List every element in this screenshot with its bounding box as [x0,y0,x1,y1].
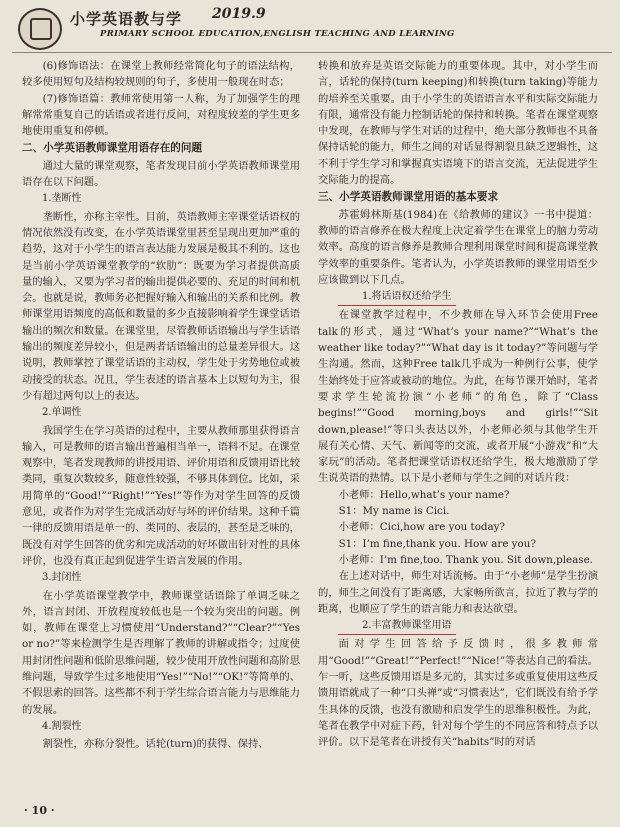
section-heading: 二、小学英语教师课堂用语存在的问题 [22,142,203,155]
journal-title: 小学英语教与学 [70,10,183,28]
subsection-heading [318,289,598,306]
dialog-line: 小老师：Hello,what’s your name? [338,488,510,501]
page-header [12,4,612,53]
dialog-line: 小老师：Cici,how are you today? [338,521,505,534]
subsection-heading: 3.封闭性 [42,572,82,584]
left-column [22,58,300,752]
subsection-heading [318,618,598,635]
dialog-line: S1：I’m fine,thank you. How are you? [338,537,536,550]
paragraph: (6)修饰语法：在课堂上教师经常简化句子的语法结构，较多使用短句及结构较规则的句子，多使用一般现在时态； [22,60,300,89]
highlighted-heading: 1.将话语权还给学生 [338,289,456,306]
journal-subtitle: PRIMARY SCHOOL EDUCATION,ENGLISH TEACHING AND LEARNING [100,29,455,39]
paragraph: 割裂性，亦称分裂性。话轮(turn)的获得、保持、 [42,738,269,751]
subsection-heading: 2.单调性 [42,407,82,419]
right-column [318,58,598,750]
section-heading: 三、小学英语教师课堂用语的基本要求 [318,191,499,204]
paragraph: 在课堂教学过程中，不少教师在导入环节会使用Free talk的形式，通过“What’s your name?”“What’s the weather like today?”“What day is it today?”等问题与学生沟通。然而，这种Free talk几乎成为一种例行公事，使学生始终处于应答或被动的地位。为此，在每节课开始时，笔者要求学生轮流扮演“小老师”的角色，除了“Class begins!”“Good morning,boys and girls!”“Sit down,please!”等口头表达以外，小老师必须与其他学生开展有关心情、天气、新闻等的交流，或者开展“小游戏”和“大家玩”的活动。笔者把课堂话语权还给学生，极大地激励了学生说英语的热情。以下是小老师与学生之间的对话片段： [318,309,598,485]
paragraph: (7)修饰语篇：教师常使用第一人称，为了加强学生的理解常常重复自己的话语或者进行反问，对程度较差的学生更多地使用重复和停顿。 [22,92,301,138]
subsection-heading: 4.割裂性 [42,720,82,732]
page-number: · 10 · [24,804,55,817]
paragraph: 在小学英语课堂教学中，教师课堂话语除了单调乏味之外，语言封闭、开放程度较低也是一个较为突出的问题。例如，教师在课堂上习惯使用“Understand?”“Clear?”“Yes or no?”等来检测学生是否理解了教师的讲解或指令；过度使用封闭性问题和低阶思维问题，较少使用开放性问题和高阶思维问题，导致学生过多地使用“Yes!”“No!”“OK!”等简单的、不假思索的回答。这些都不利于学生综合语言能力与思维能力的发展。 [22,589,301,716]
dialog-line: 小老师：I’m fine,too. Thank you. Sit down,please. [338,553,593,566]
paragraph: 在上述对话中，师生对话流畅。由于“小老师”是学生扮演的，师生之间没有了距离感，大家畅所欲言，拉近了教与学的距离，也顺应了学生的语言能力和表达欲望。 [318,570,598,615]
journal-logo-icon [18,8,62,50]
paragraph: 垄断性，亦称主宰性。目前，英语教师主宰课堂话语权的情况依然没有改变，在小学英语课堂里甚至呈现出更加严重的趋势，这对于小学生的语言表达能力发展是极其不利的。这也是当前小学英语课堂教学的“软肋”：既要为学习者提供高质量的输入，又要为学习者的输出提供必要的、充足的时间和机会。也就是说，教师务必把握好输入和输出的关系和比例。教师课堂用语频度的高低和数量的多少直接影响着学生课堂话语输出的频次和数量。在课堂里，尽管教师话语输出与学生话语输出的频度差异较小，但是两者话语输出的总量差异很大。这说明，教师掌控了课堂话语的主动权，学生处于劣势地位或被动接受的状态。况且，学生表述的语言基本上以短句为主，很少有超过两句以上的表达。 [22,210,301,402]
highlighted-heading: 2.丰富教师课堂用语 [338,618,456,635]
subsection-heading: 1.垄断性 [42,193,82,205]
dialog-line: S1：My name is Cici. [338,505,450,518]
paragraph: 转换和放弃是英语交际能力的重要体现。其中，对小学生而言，话轮的保持(turn keeping)和转换(turn taking)等能力的培养至关重要。由于小学生的英语语言水平和实际交际能力有限，通常没有能力控制话轮的保持和转换。笔者在课堂观察中发现，在教师与学生对话的过程中，绝大部分教师也不具备保持话轮的能力，师生之间的对话显得割裂且缺乏逻辑性，这不利于学生学习和掌握真实语境下的语言交流，无法促进学生交际能力的提高。 [318,60,598,187]
paragraph: 面对学生回答给予反馈时，很多教师常用“Good!”“Great!”“Perfect!”“Nice!”等表达自己的看法。乍一听，这些反馈用语是多元的，其实过多或重复使用这些反馈用语就成了一种“口头禅”或“习惯表达”，它们既没有给予学生具体的反馈，也没有激励和启发学生的思维积极性。为此，笔者在教学中对症下药，针对每个学生的不同应答和特点予以评价。以下是笔者在讲授有关“habits”时的对话 [318,638,598,749]
paragraph: 苏霍姆林斯基(1984)在《给教师的建议》一书中提道：教师的语言修养在极大程度上决定着学生在课堂上的脑力劳动效率。高度的语言修养是教师合理利用课堂时间和提高课堂教学效率的重要条件。笔者认为，小学英语教师的课堂用语至少应该做到以下几点。 [318,208,598,286]
paragraph: 通过大量的课堂观察，笔者发现目前小学英语教师课堂用语存在以下问题。 [22,159,301,189]
journal-issue: 2019.9 [212,6,266,22]
paragraph: 我国学生在学习英语的过程中，主要从教师那里获得语言输入，可是教师的语言输出普遍相当单一，语料不足。在课堂观察中，笔者发现教师的讲授用语、评价用语和反馈用语比较类同，重复次数较多，随意性较强，不够具体到位。比如，采用简单的“Good!”“Right!”“Yes!”等作为对学生回答的反馈意见，或者作为对学生完成活动好与坏的评价结果。这种千篇一律的反馈用语是单一的、类同的、表层的，甚至是乏味的，既没有对学生回答的优劣和完成活动的好坏做出针对性的具体评价，也没有真正起到促进学生语言发展的作用。 [22,424,301,567]
